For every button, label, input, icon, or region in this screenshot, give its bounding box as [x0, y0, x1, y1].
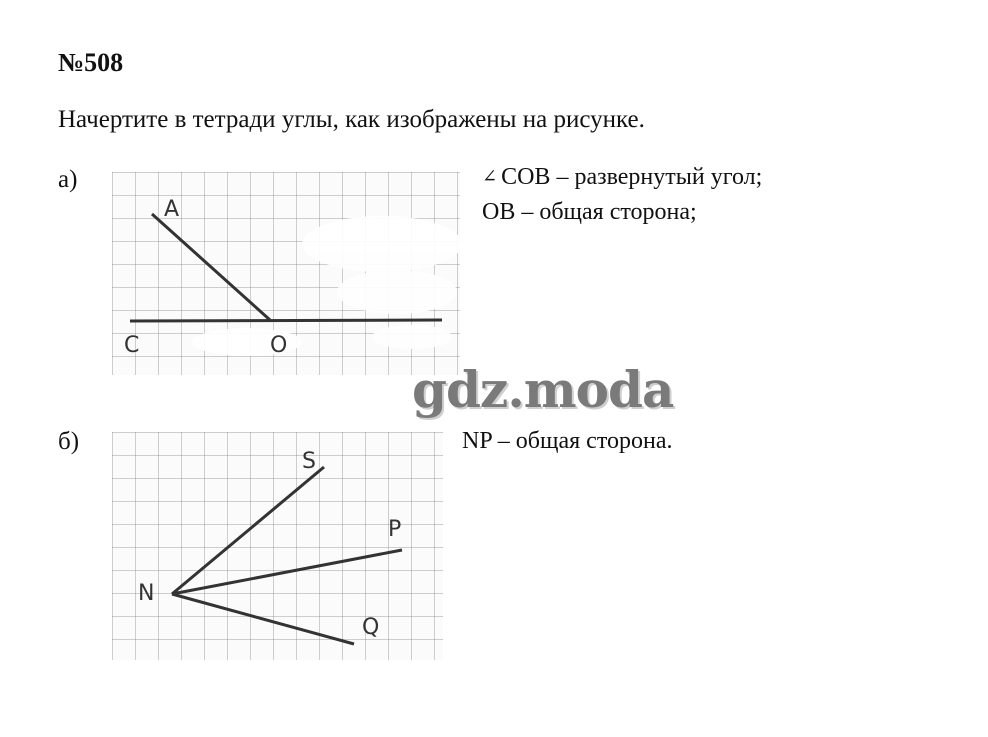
point-s-label: S: [302, 449, 316, 474]
figure-a-drawing: [112, 172, 460, 375]
problem-number: №508: [58, 48, 124, 77]
point-o-label: O: [270, 333, 288, 358]
part-a-note-1-text: СОВ – развернутый угол;: [501, 164, 763, 190]
part-a-note-1: [482, 164, 762, 191]
figure-b: [112, 432, 443, 660]
part-b-note-1: NP – общая сторона.: [462, 428, 673, 454]
part-a-note-2: ОВ – общая сторона;: [482, 199, 697, 225]
ray-oa: [152, 214, 270, 320]
figure-b-drawing: [112, 432, 443, 660]
part-a-label: а): [58, 166, 78, 193]
point-n-label: N: [138, 581, 155, 606]
ray-np: [172, 550, 402, 594]
watermark: gdz.moda: [412, 360, 674, 419]
line-cob: [130, 320, 442, 321]
task-text: Начертите в тетради углы, как изображены на рисунке.: [58, 106, 645, 133]
point-p-label: P: [388, 517, 402, 542]
figure-a: [112, 172, 460, 375]
angle-symbol-icon: ∠: [482, 166, 498, 186]
ray-nq: [172, 594, 354, 644]
point-a-label: A: [164, 197, 180, 222]
point-c-label: C: [124, 333, 140, 358]
point-q-label: Q: [362, 615, 380, 640]
ray-ns: [172, 467, 324, 594]
part-b-label: б): [58, 428, 80, 455]
